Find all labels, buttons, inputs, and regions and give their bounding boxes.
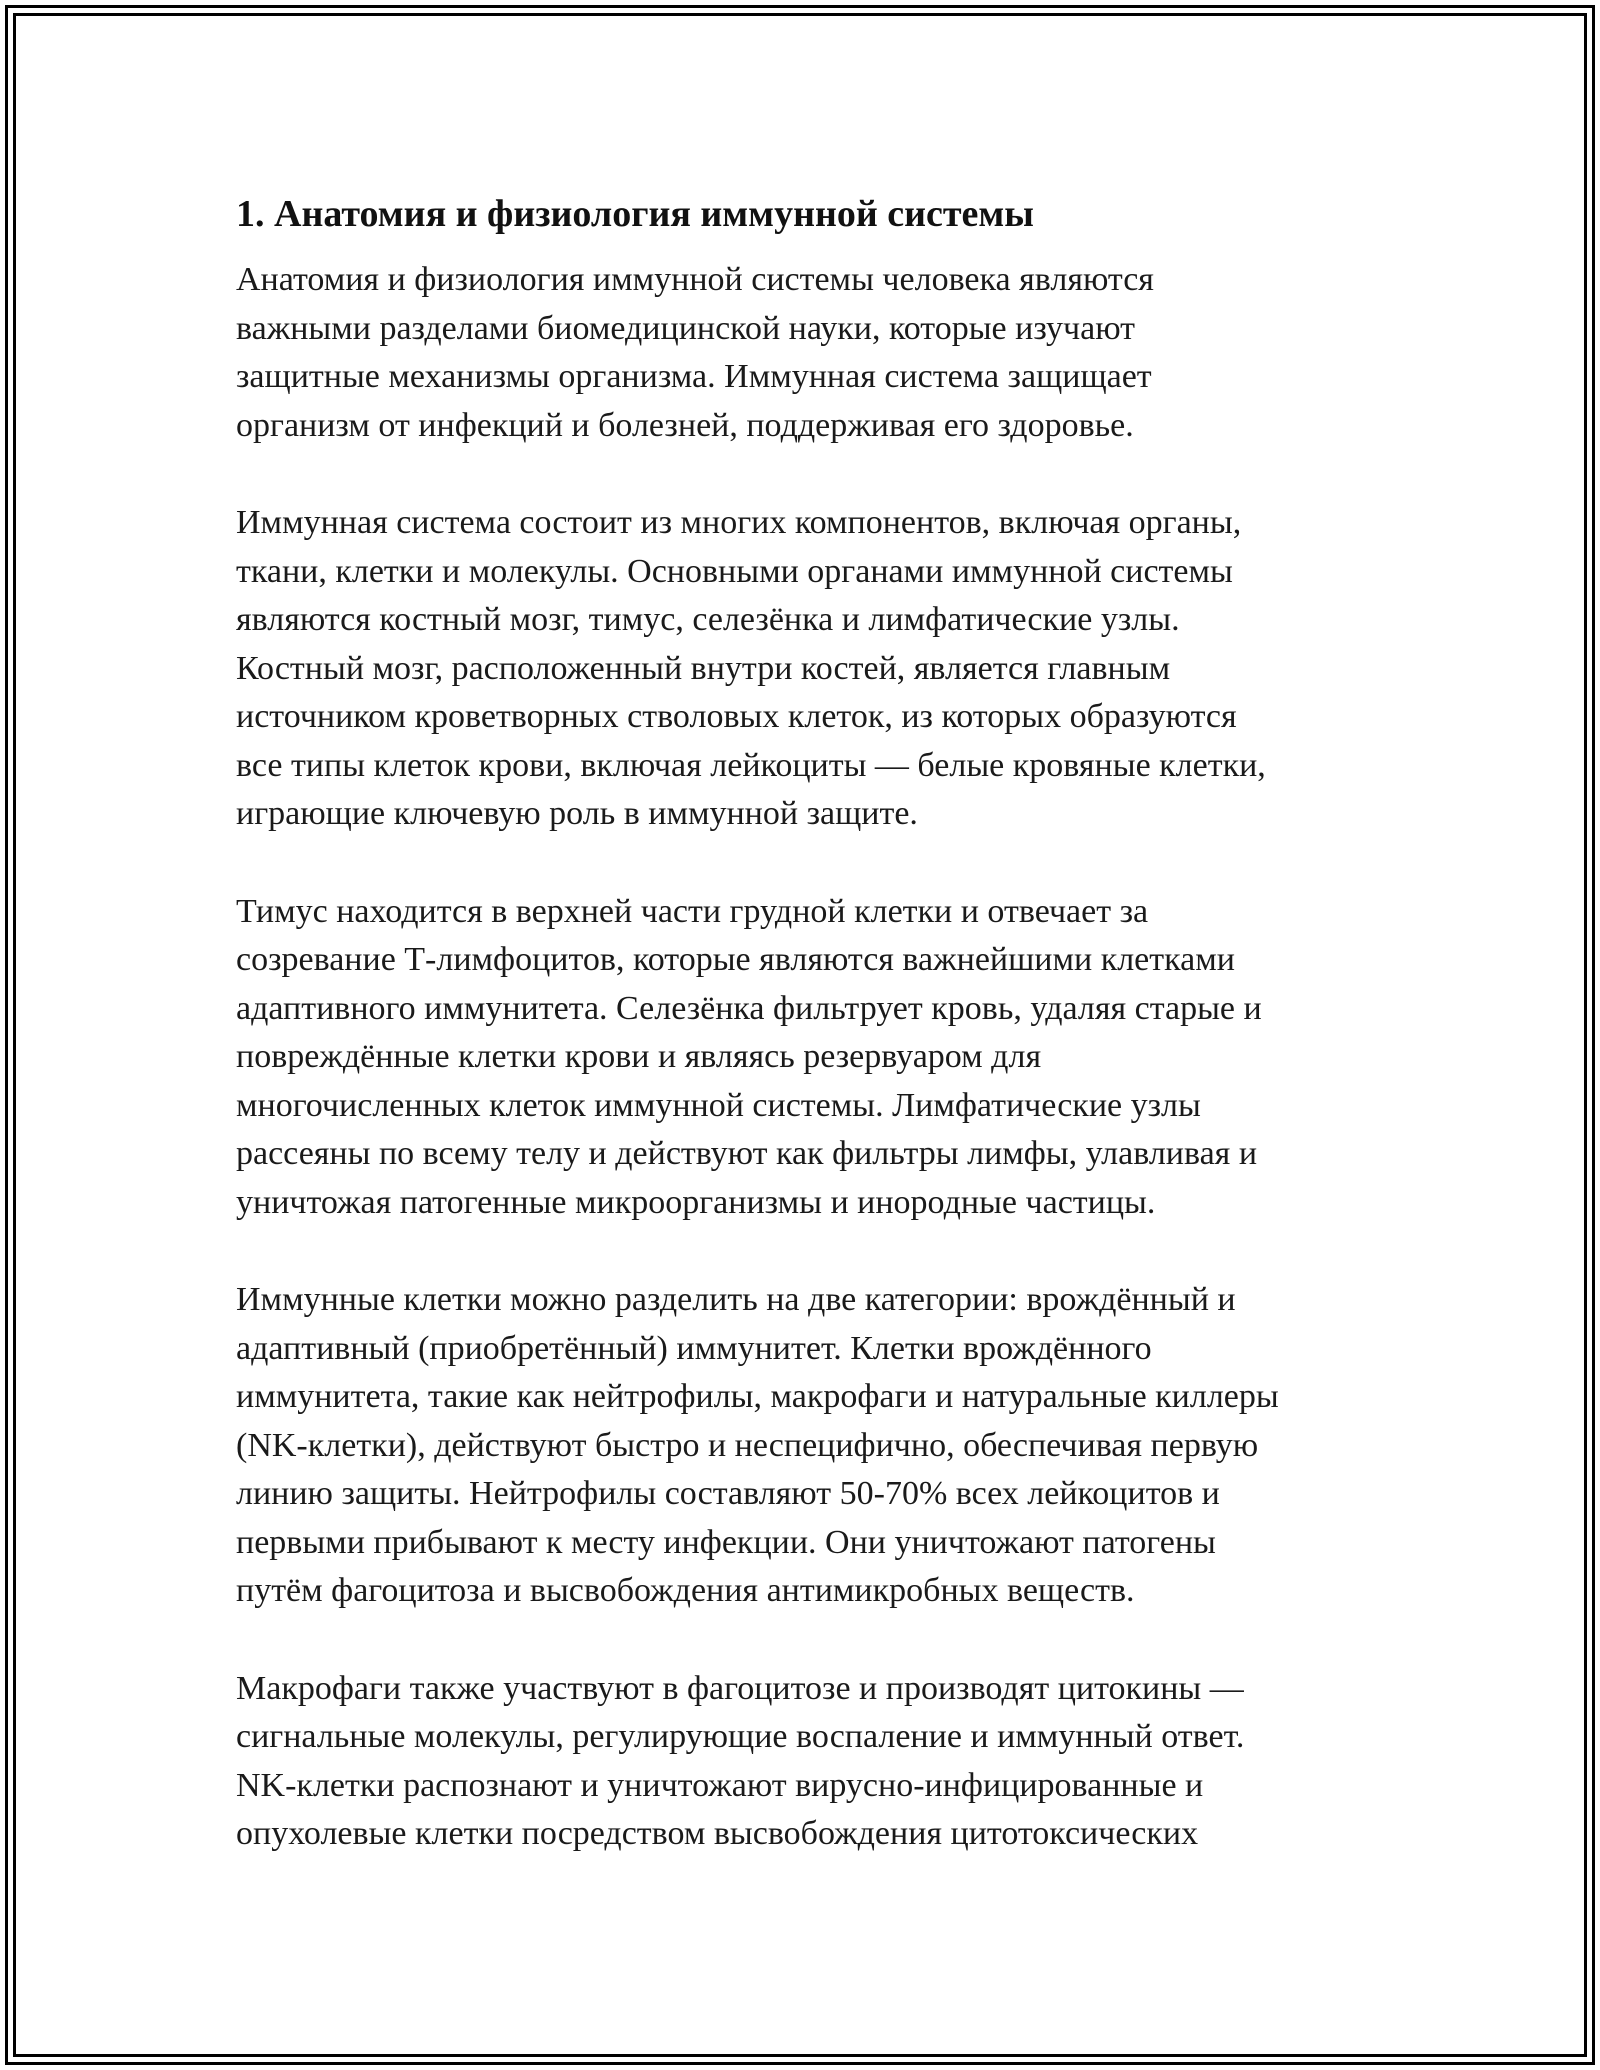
- text-line: Анатомия и физиология иммунной системы человека являются: [236, 261, 1154, 298]
- text-line: адаптивный (приобретённый) иммунитет. Клетки врождённого: [236, 1329, 1152, 1367]
- text-line: многочисленных клеток иммунной системы. Лимфатические узлы: [236, 1086, 1201, 1124]
- paragraph-intro: [236, 256, 1376, 450]
- paragraph-components: [236, 499, 1376, 839]
- text-line: Иммунная система состоит из многих компонентов, включая органы,: [236, 504, 1242, 541]
- text-line: первыми прибывают к месту инфекции. Они уничтожают патогены: [236, 1523, 1216, 1561]
- text-line: путём фагоцитоза и высвобождения антимикробных веществ.: [236, 1572, 1135, 1609]
- paragraph-macrophages: [236, 1665, 1376, 1859]
- text-line: рассеяны по всему телу и действуют как фильтры лимфы, улавливая и: [236, 1135, 1258, 1172]
- text-line: созревание Т-лимфоцитов, которые являются важнейшими клетками: [236, 941, 1235, 978]
- text-line: организм от инфекций и болезней, поддерживая его здоровье.: [236, 406, 1134, 444]
- text-line: линию защиты. Нейтрофилы составляют 50-70% всех лейкоцитов и: [236, 1475, 1220, 1512]
- text-line: иммунитета, такие как нейтрофилы, макрофаги и натуральные киллеры: [236, 1378, 1279, 1415]
- text-line: все типы клеток крови, включая лейкоциты — белые кровяные клетки,: [236, 746, 1266, 784]
- text-line: (NK-клетки), действуют быстро и неспецифично, обеспечивая первую: [236, 1426, 1259, 1464]
- section-heading: 1. Анатомия и физиология иммунной системы: [236, 193, 1034, 235]
- text-line: уничтожая патогенные микроорганизмы и инородные частицы.: [236, 1183, 1156, 1221]
- text-line: являются костный мозг, тимус, селезёнка и лимфатические узлы.: [236, 601, 1180, 638]
- text-line: опухолевые клетки посредством высвобождения цитотоксических: [236, 1815, 1199, 1852]
- text-line: Макрофаги также участвуют в фагоцитозе и производят цитокины —: [236, 1669, 1244, 1707]
- text-line: Тимус находится в верхней части грудной клетки и отвечает за: [236, 892, 1149, 930]
- text-line: играющие ключевую роль в иммунной защите.: [236, 795, 918, 832]
- text-line: защитные механизмы организма. Иммунная система защищает: [236, 358, 1152, 395]
- text-line: сигнальные молекулы, регулирующие воспаление и иммунный ответ.: [236, 1718, 1245, 1755]
- text-line: повреждённые клетки крови и являясь резервуаром для: [236, 1038, 1042, 1075]
- paragraph-organs: [236, 888, 1376, 1228]
- text-line: NK-клетки распознают и уничтожают вирусно-инфицированные и: [236, 1766, 1204, 1804]
- text-line: важными разделами биомедицинской науки, которые изучают: [236, 309, 1136, 347]
- paragraph-innate-immunity: [236, 1276, 1376, 1616]
- document-page: [236, 186, 1376, 1908]
- text-line: Иммунные клетки можно разделить на две категории: врождённый и: [236, 1281, 1236, 1318]
- text-line: ткани, клетки и молекулы. Основными органами иммунной системы: [236, 552, 1233, 590]
- text-line: адаптивного иммунитета. Селезёнка фильтрует кровь, удаляя старые и: [236, 989, 1262, 1027]
- text-line: источником кроветворных стволовых клеток, из которых образуются: [236, 698, 1237, 735]
- text-line: Костный мозг, расположенный внутри костей, является главным: [236, 649, 1171, 687]
